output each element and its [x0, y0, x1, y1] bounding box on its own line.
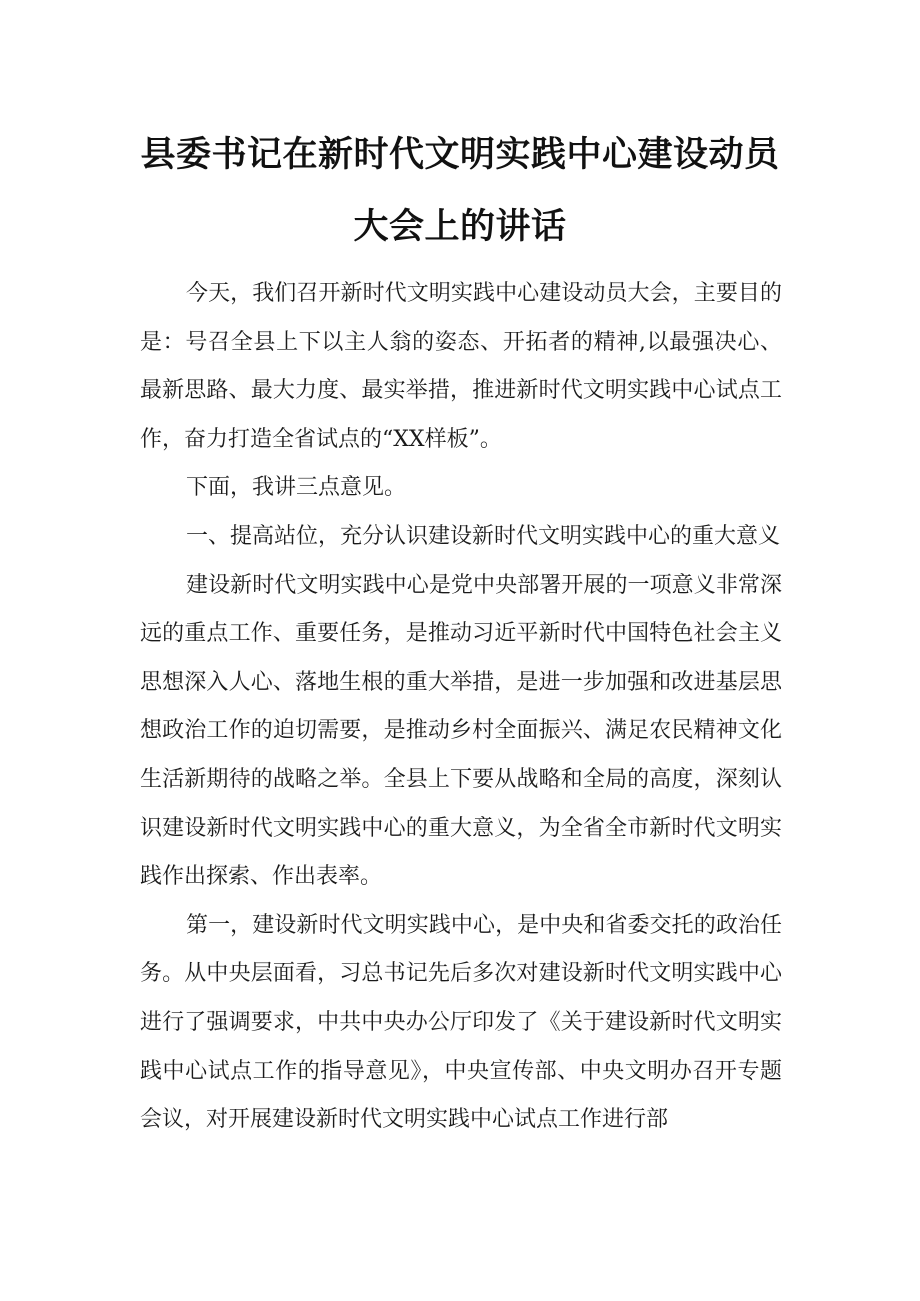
paragraph-intro: 今天，我们召开新时代文明实践中心建设动员大会，主要目的是：号召全县上下以主人翁的姿态、开拓者的精神,以最强决心、最新思路、最大力度、最实举措，推进新时代文明实践中心试点工作，奋力打造全省试点的“XX样板”。 — [140, 281, 782, 452]
document-body — [140, 270, 782, 1145]
document-title-line-2: 大会上的讲话 — [353, 207, 567, 247]
paragraph-outline: 下面，我讲三点意见。 — [186, 475, 407, 501]
paragraph-significance: 建设新时代文明实践中心是党中央部署开展的一项意义非常深远的重点工作、重要任务，是推动习近平新时代中国特色社会主义思想深入人心、落地生根的重大举措，是进一步加强和改进基层思想政治工作的迫切需要，是推动乡村全面振兴、满足农民精神文化生活新期待的战略之举。全县上下要从战略和全局的高度，深刻认识建设新时代文明实践中心的重大意义，为全省全市新时代文明实践作出探索、作出表率。 — [140, 572, 782, 890]
paragraph-first-point: 第一，建设新时代文明实践中心，是中央和省委交托的政治任务。从中央层面看，习总书记先后多次对建设新时代文明实践中心进行了强调要求，中共中央办公厅印发了《关于建设新时代文明实践中心试点工作的指导意见》，中央宣传部、中央文明办召开专题会议，对开展建设新时代文明实践中心试点工作进行部 — [140, 912, 782, 1133]
document-title-line-1: 县委书记在新时代文明实践中心建设动员 — [140, 135, 780, 175]
section-heading-1: 一、提高站位，充分认识建设新时代文明实践中心的重大意义 — [186, 523, 781, 549]
